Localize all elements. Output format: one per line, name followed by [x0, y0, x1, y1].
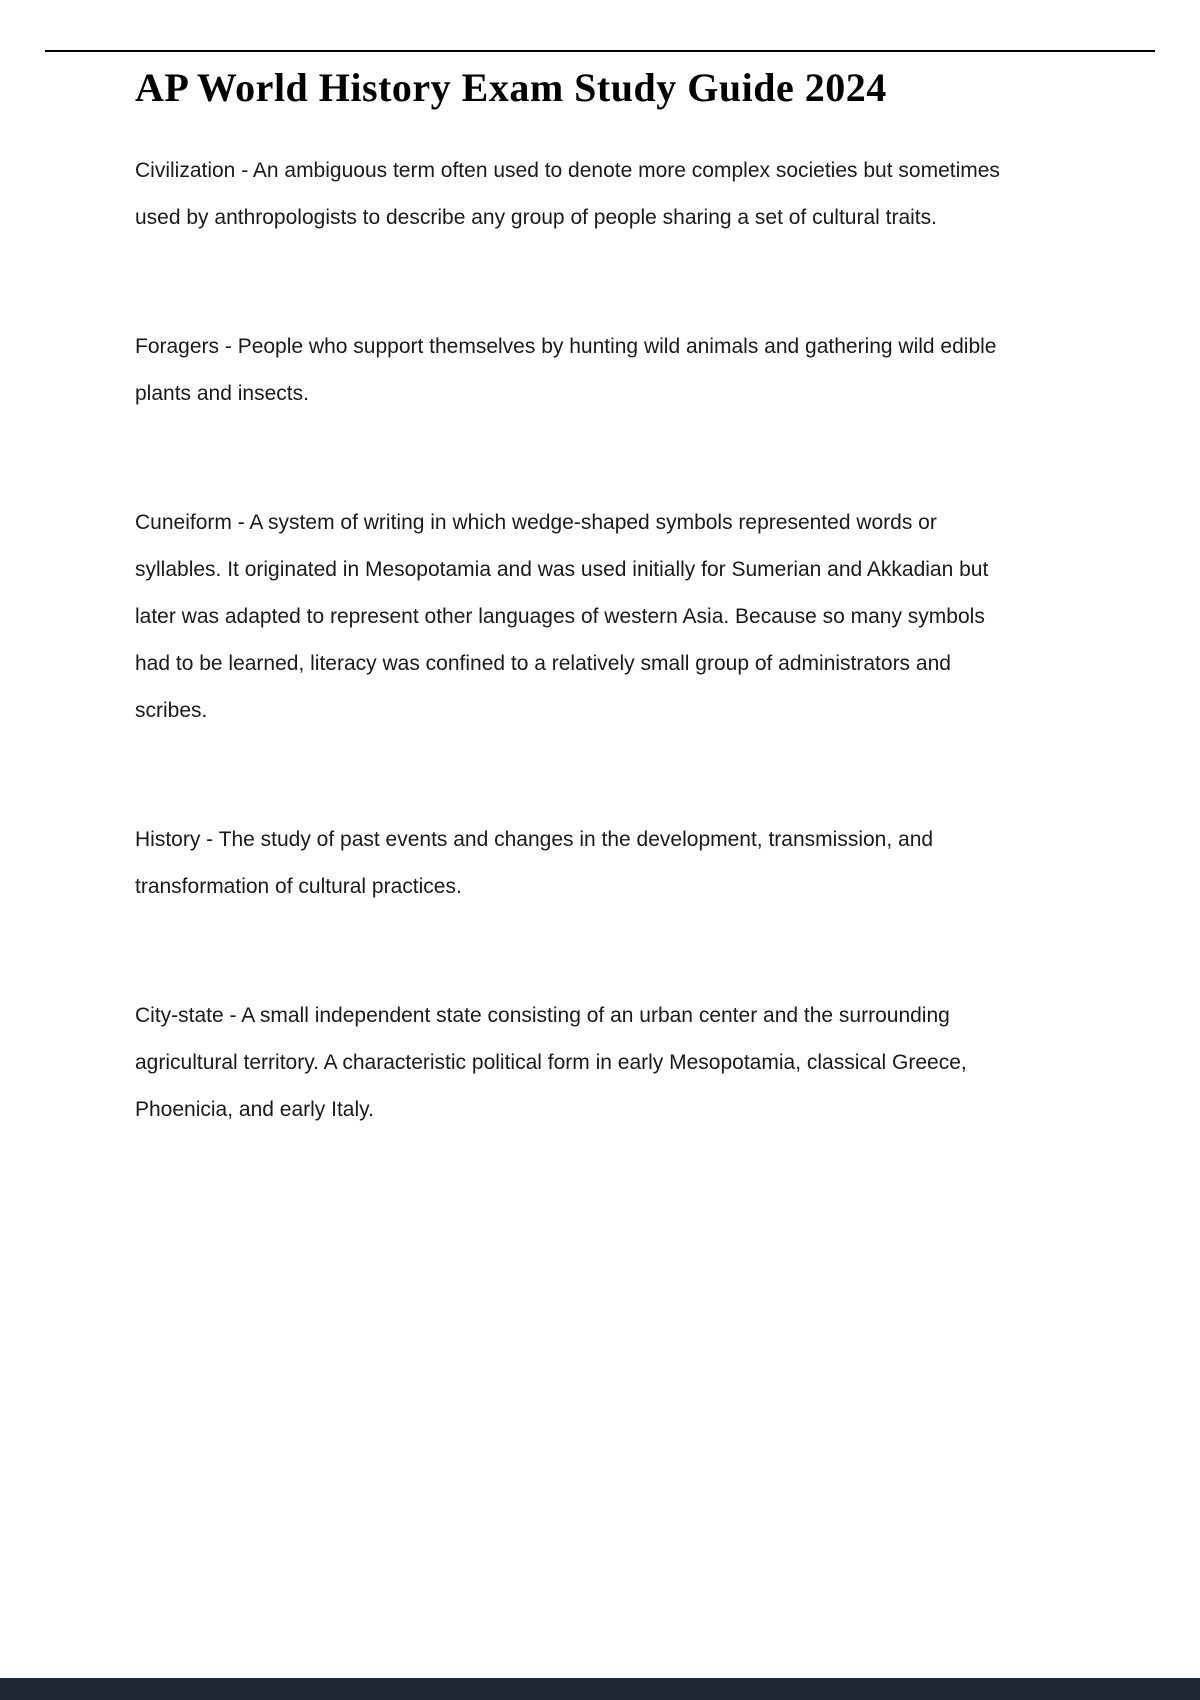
document-content [135, 64, 1013, 1215]
page-title: AP World History Exam Study Guide 2024 [135, 65, 887, 110]
definition-paragraph-foragers: Foragers - People who support themselves by hunting wild animals and gathering wild edible plants and insects. [135, 335, 997, 405]
footer-bar [0, 1678, 1200, 1700]
definition-paragraph-cuneiform: Cuneiform - A system of writing in which wedge-shaped symbols represented words or syllables. It originated in Mesopotamia and was used initially for Sumerian and Akkadian but later was adapted to represent other languages of western Asia. Because so many symbols had to be learned, literacy was confined to a relatively small group of administrators and scribes. [135, 511, 989, 722]
definition-paragraph-history: History - The study of past events and changes in the development, transmission, and transformation of cultural practices. [135, 828, 934, 898]
top-divider [45, 50, 1155, 52]
definition-paragraph-civilization: Civilization - An ambiguous term often used to denote more complex societies but sometimes used by anthropologists to describe any group of people sharing a set of cultural traits. [135, 159, 1000, 229]
definition-paragraph-city-state: City-state - A small independent state consisting of an urban center and the surrounding agricultural territory. A characteristic political form in early Mesopotamia, classical Greece, Phoenicia, and early Italy. [135, 1004, 967, 1121]
